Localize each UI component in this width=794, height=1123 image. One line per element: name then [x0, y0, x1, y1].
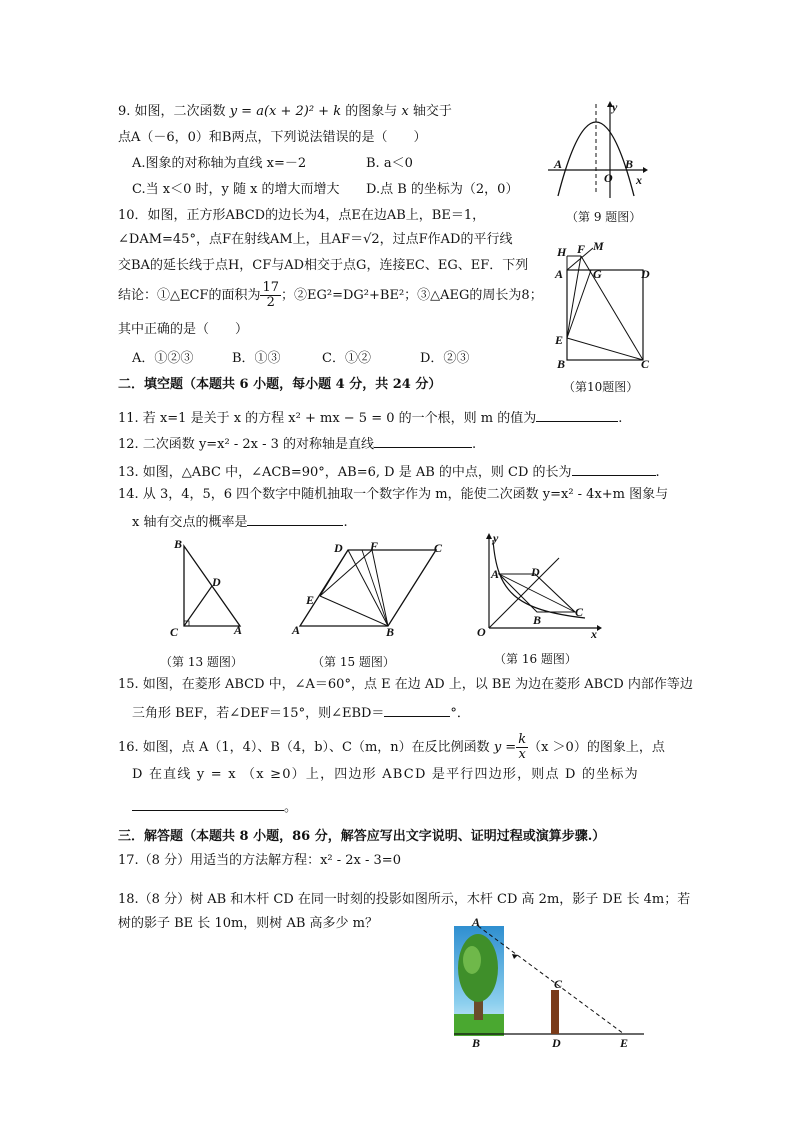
q14-line1: 14. 从 3，4，5，6 四个数字中随机抽取一个数字作为 m，能使二次函数 y=x² - 4x+m 图象与	[118, 487, 669, 502]
f13-cd	[184, 586, 212, 626]
q10-frac-num: 17	[262, 280, 280, 295]
q10-text-a2: 结论：①△ECF的面积为	[118, 288, 261, 303]
f13-label-b: B	[174, 537, 183, 551]
f16-label-x: x	[591, 627, 597, 641]
f15-label-d: D	[334, 541, 343, 555]
f18-ray-arrow	[512, 954, 518, 959]
q9-line1	[118, 104, 452, 120]
q11-text: 11. 若 x=1 是关于 x 的方程 x² + mx − 5 = 0 的一个根，则 m 的值为	[118, 411, 537, 426]
figure-10	[553, 240, 653, 370]
f18-tree-highlight	[463, 946, 481, 974]
f16-line-yx	[489, 558, 559, 628]
q9-text-c: 轴交于	[412, 104, 452, 119]
q10-option-a: A．①②③	[132, 351, 194, 366]
f15-label-b: B	[386, 625, 395, 639]
q9-option-c: C.当 x＜0 时，y 随 x 的增大而增大	[132, 182, 340, 197]
q16-text-b: （x ＞0）的图象上，点	[528, 740, 665, 755]
q13-blank[interactable]	[572, 462, 656, 476]
f15-label-e: E	[306, 593, 315, 607]
f15-de	[320, 550, 348, 596]
f10-label-g: G	[593, 267, 602, 281]
f16-label-a: A	[491, 567, 500, 581]
q16-line3	[132, 797, 297, 816]
q9-formula: y = a(x + 2)² + k	[229, 104, 342, 119]
f9-x-arrow	[643, 167, 648, 173]
f13-label-d: D	[212, 575, 221, 589]
f9-label-b: B	[625, 157, 634, 171]
f10-label-a: A	[555, 267, 564, 281]
f16-label-y: y	[493, 531, 499, 545]
q10-option-c: C．①②	[322, 351, 371, 366]
q11-blank[interactable]	[536, 408, 618, 422]
f16-caption: （第 16 题图）	[494, 652, 577, 666]
f18-label-b: B	[472, 1036, 481, 1050]
f15-caption: （第 15 题图）	[312, 655, 395, 669]
f16-label-c: C	[575, 605, 584, 619]
f16-x-arrow	[597, 625, 602, 631]
f15-fb	[372, 550, 388, 626]
q10-line5: 其中正确的是（ ）	[118, 322, 249, 337]
q10-fraction	[260, 281, 281, 310]
f10-label-e: E	[555, 333, 564, 347]
f13-caption: （第 13 题图）	[160, 655, 243, 669]
q10-text-b: ，过点F作AD的平行线	[379, 232, 513, 247]
q16-text-a: 16. 如图，点 A（1，4）、B（4，b）、C（m，n）在反比例函数	[118, 740, 490, 755]
q16-frac-x: x	[518, 747, 526, 762]
q12-text: 12. 二次函数 y=x² - 2x - 3 的对称轴是直线	[118, 437, 375, 452]
f10-eg	[567, 270, 591, 338]
f10-square	[567, 270, 643, 360]
f10-label-b: B	[557, 357, 566, 371]
f18-label-e: E	[620, 1036, 629, 1050]
f18-pole	[551, 990, 559, 1034]
q9-option-d: D.点 B 的坐标为（2，0）	[366, 182, 519, 197]
q15-line1: 15. 如图，在菱形 ABCD 中，∠A＝60°，点 E 在边 AD 上，以 BE 为边在菱形 ABCD 内部作等边	[118, 677, 693, 692]
q16-y: y =	[493, 740, 517, 755]
q10-option-b: B．①③	[232, 351, 281, 366]
f16-label-o: O	[477, 625, 486, 639]
q15-text: 三角形 BEF，若∠DEF＝15°，则∠EBD＝	[132, 706, 385, 721]
section2-title: 二．填空题（本题共 6 小题，每小题 4 分，共 24 分）	[118, 377, 442, 392]
q9-option-b: B. a＜0	[366, 156, 413, 171]
q10-text-a: ∠DAM=45°，点F在射线AM上，且AF＝	[118, 232, 364, 247]
q10-line3: 交BA的延长线于点H，CF与AD相交于点G，连接EC、EG、EF．下列	[118, 258, 529, 273]
f9-label-x: x	[636, 173, 642, 187]
q10-line4	[118, 281, 543, 311]
f16-hyperbola	[493, 540, 585, 618]
q12	[118, 434, 476, 453]
figure-16	[475, 532, 605, 642]
f10-label-h: H	[557, 245, 567, 259]
q10-sqrt: √2	[363, 232, 380, 247]
f10-label-m: M	[593, 239, 604, 253]
q10-frac-den: 2	[266, 295, 275, 310]
f16-y-arrow	[486, 533, 492, 539]
q16-line2: D 在直线 y = x （x ≥0）上，四边形 ABCD 是平行四边形，则点 D 的坐标为	[132, 767, 639, 782]
q13-text: 13. 如图，△ABC 中，∠ACB=90°，AB=6, D 是 AB 的中点，则 CD 的长为	[118, 465, 572, 480]
q13	[118, 462, 660, 481]
figure-15	[288, 536, 453, 641]
q14-blank[interactable]	[247, 512, 343, 526]
q18-line1: 18.（8 分）树 AB 和木杆 CD 在同一时刻的投影如图所示，木杆 CD 高 2m，影子 DE 长 4m；若	[118, 892, 691, 907]
q12-period: .	[472, 437, 477, 452]
q16-fraction	[516, 733, 528, 762]
q11	[118, 408, 622, 427]
f15-label-a: A	[292, 623, 301, 637]
f10-label-d: D	[641, 267, 650, 281]
f10-label-f: F	[577, 242, 586, 256]
f18-label-a: A	[472, 915, 481, 929]
q10-option-d: D．②③	[420, 351, 470, 366]
q11-period: .	[618, 411, 623, 426]
q10-line2	[118, 232, 512, 248]
q14-period: .	[343, 515, 348, 530]
q16-period: 。	[284, 800, 298, 815]
figure-13	[170, 536, 255, 641]
q18-line2: 树的影子 BE 长 10m，则树 AB 高多少 m？	[118, 916, 378, 931]
q12-blank[interactable]	[374, 434, 472, 448]
f18-label-d: D	[552, 1036, 561, 1050]
q14-text: x 轴有交点的概率是	[132, 515, 248, 530]
f13-label-a: A	[234, 623, 243, 637]
q16-blank[interactable]	[132, 797, 284, 811]
q15-blank[interactable]	[384, 703, 450, 717]
q9-option-a: A.图象的对称轴为直线 x=－2	[132, 156, 307, 171]
q10-text-b2: ；②EG²=DG²+BE²；③△AEG的周长为8；	[281, 288, 543, 303]
q9-x: x	[401, 104, 409, 119]
q16-line1	[118, 733, 665, 763]
q17: 17.（8 分）用适当的方法解方程：x² - 2x - 3=0	[118, 853, 401, 868]
q13-period: .	[655, 465, 660, 480]
f9-label-o: O	[604, 171, 613, 185]
f9-label-a: A	[554, 157, 563, 171]
q9-text-b: 的图象与	[345, 104, 398, 119]
f15-label-f: F	[370, 539, 379, 553]
f15-eb	[320, 596, 388, 626]
f13-label-c: C	[170, 625, 179, 639]
q10-line1: 10．如图，正方形ABCD的边长为4，点E在边AB上，BE＝1，	[118, 208, 486, 223]
q10-caption: （第10题图）	[563, 380, 639, 394]
q15-degree: °．	[450, 706, 470, 721]
q14-line2	[132, 512, 348, 531]
f18-label-c: C	[554, 977, 563, 991]
f15-bd	[348, 550, 388, 626]
section3-title: 三．解答题（本题共 8 小题，86 分，解答应写出文字说明、证明过程或演算步骤.）	[118, 829, 606, 844]
q9-line2: 点A（－6，0）和B两点，下列说法错误的是（ ）	[118, 130, 427, 145]
figure-9	[548, 100, 648, 200]
f15-label-c: C	[434, 541, 443, 555]
f16-label-d: D	[531, 565, 540, 579]
q16-frac-k: k	[518, 732, 527, 747]
f16-label-b: B	[533, 613, 542, 627]
f15-extra	[362, 550, 388, 626]
f10-label-c: C	[641, 357, 650, 371]
q9-caption: （第 9 题图）	[566, 210, 642, 224]
f9-label-y: y	[612, 100, 618, 114]
q15-line2	[132, 703, 470, 722]
figure-18	[448, 915, 648, 1050]
q9-text: 9. 如图，二次函数	[118, 104, 226, 119]
